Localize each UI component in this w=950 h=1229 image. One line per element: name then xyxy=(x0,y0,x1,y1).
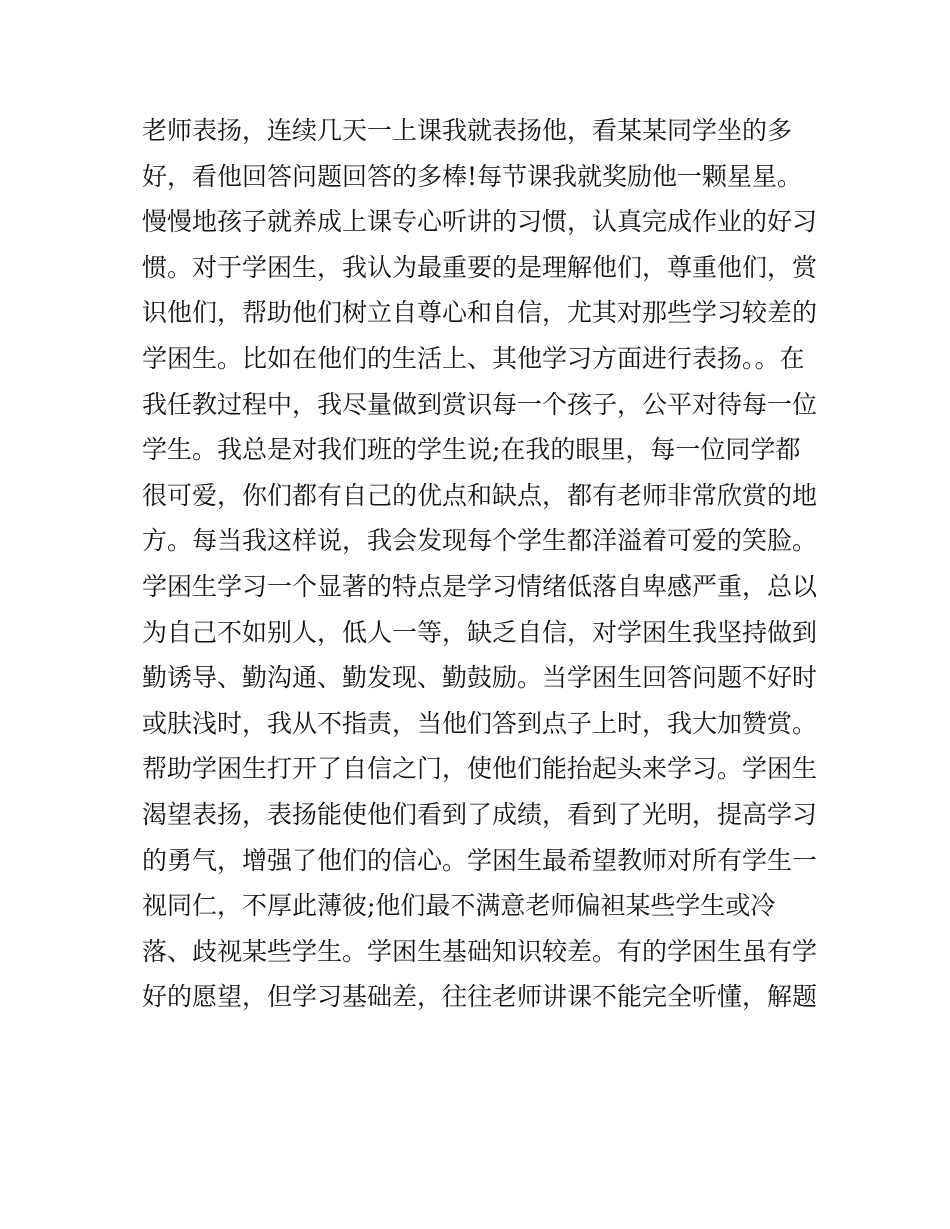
text-line: 帮助学困生打开了自信之门，使他们能抬起头来学习。学困生 xyxy=(142,754,818,784)
text-line: 学生。我总是对我们班的学生说;在我的眼里，每一位同学都 xyxy=(142,435,801,465)
text-line: 识他们，帮助他们树立自尊心和自信，尤其对那些学习较差的 xyxy=(142,298,818,328)
text-line: 好，看他回答问题回答的多棒!每节课我就奖励他一颗星星。 xyxy=(142,161,803,191)
text-line: 老师表扬，连续几天一上课我就表扬他，看某某同学坐的多 xyxy=(142,116,793,145)
text-line: 渴望表扬，表扬能使他们看到了成绩，看到了光明，提高学习 xyxy=(142,799,818,829)
text-line: 为自己不如别人，低人一等，缺乏自信，对学困生我坚持做到 xyxy=(142,617,818,647)
text-line: 很可爱，你们都有自己的优点和缺点，都有老师非常欣赏的地 xyxy=(142,480,818,510)
text-line: 勤诱导、勤沟通、勤发现、勤鼓励。当学困生回答问题不好时 xyxy=(142,663,818,693)
text-line: 好的愿望，但学习基础差，往往老师讲课不能完全听懂，解题 xyxy=(142,982,818,1012)
text-line: 视同仁，不厚此薄彼;他们最不满意老师偏袒某些学生或冷 xyxy=(142,891,776,921)
text-line: 的勇气，增强了他们的信心。学困生最希望教师对所有学生一 xyxy=(142,845,818,875)
text-line: 或肤浅时，我从不指责，当他们答到点子上时，我大加赞赏。 xyxy=(142,708,818,738)
text-line: 学困生。比如在他们的生活上、其他学习方面进行表扬。。在 xyxy=(142,343,805,373)
text-line: 落、歧视某些学生。学困生基础知识较差。有的学困生虽有学 xyxy=(142,936,818,966)
body-text xyxy=(142,108,822,1020)
text-line: 慢慢地孩子就养成上课专心听讲的习惯，认真完成作业的好习 xyxy=(142,207,818,237)
text-line: 我任教过程中，我尽量做到赏识每一个孩子，公平对待每一位 xyxy=(142,389,818,419)
text-line: 学困生学习一个显著的特点是学习情绪低落自卑感严重，总以 xyxy=(142,571,818,601)
text-line: 方。每当我这样说，我会发现每个学生都洋溢着可爱的笑脸。 xyxy=(142,526,818,556)
text-line: 惯。对于学困生，我认为最重要的是理解他们，尊重他们，赏 xyxy=(142,252,818,282)
